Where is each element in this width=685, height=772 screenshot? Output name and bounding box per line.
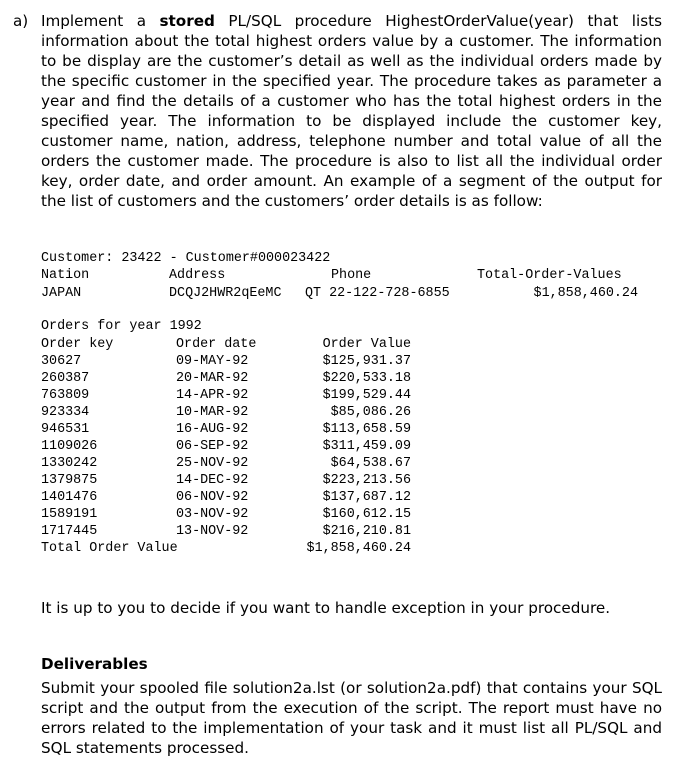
order-value: $223,213.56 [322, 473, 411, 488]
order-value: $85,086.26 [330, 405, 411, 420]
question-rest: PL/SQL procedure HighestOrderValue(year) that lists information about the total highest orders value by a customer. The information to be display are the customer’s detail as well as the individual orders made by the specific customer in the specified year. The procedure takes as parameter a year and find the details of a customer who has the total highest orders in the specified year. The information to be displayed include the customer key, customer name, nation, address, telephone number and total value of all the orders the customer made. The procedure is also to list all the individual order key, order date, and order amount. An example of a segment of the output for the list of customers and the customers’ order details is as follow: [41, 12, 662, 210]
order-key: 946531 [41, 422, 90, 437]
order-key: 1379875 [41, 473, 98, 488]
customer-address: DCQJ2HWR2qEeMC [169, 286, 282, 301]
customer-nation: JAPAN [41, 286, 82, 301]
exception-note: It is up to you to decide if you want to handle exception in your procedure. [41, 599, 611, 617]
order-date: 14-APR-92 [176, 388, 249, 403]
order-value: $125,931.37 [322, 354, 411, 369]
order-value: $220,533.18 [322, 371, 411, 386]
order-key: 260387 [41, 371, 90, 386]
order-date: 09-MAY-92 [176, 354, 249, 369]
order-value: $64,538.67 [330, 456, 411, 471]
order-key: 923334 [41, 405, 90, 420]
order-key: 1330242 [41, 456, 98, 471]
order-value: $113,658.59 [322, 422, 411, 437]
order-value: $160,612.15 [322, 507, 411, 522]
order-header-value: Order Value [322, 337, 411, 352]
customer-total: $1,858,460.24 [533, 286, 638, 301]
order-date: 10-MAR-92 [176, 405, 249, 420]
header-total: Total-Order-Values [477, 268, 622, 283]
order-key: 1589191 [41, 507, 98, 522]
order-key: 1109026 [41, 439, 98, 454]
order-key: 1401476 [41, 490, 98, 505]
total-label: Total Order Value [41, 541, 178, 556]
question-text [41, 11, 662, 211]
order-date: 06-NOV-92 [176, 490, 249, 505]
customer-line: Customer: 23422 - Customer#000023422 [41, 251, 331, 266]
order-date: 14-DEC-92 [176, 473, 249, 488]
order-value: $311,459.09 [322, 439, 411, 454]
orders-title: Orders for year 1992 [41, 319, 202, 334]
order-date: 03-NOV-92 [176, 507, 249, 522]
question-bold-word: stored [159, 12, 215, 30]
order-value: $199,529.44 [322, 388, 411, 403]
header-nation: Nation [41, 268, 90, 283]
order-date: 25-NOV-92 [176, 456, 249, 471]
order-date: 20-MAR-92 [176, 371, 249, 386]
customer-phone: QT 22-122-728-6855 [305, 286, 450, 301]
order-date: 06-SEP-92 [176, 439, 249, 454]
order-value: $216,210.81 [322, 524, 411, 539]
deliverables-body: Submit your spooled file solution2a.lst (or solution2a.pdf) that contains your SQL script and the output from the execution of the script. The report must have no errors related to the implementation of your task and it must list all PL/SQL and SQL statements processed. [41, 679, 662, 757]
question-intro: Implement a [41, 12, 160, 30]
order-key: 30627 [41, 354, 82, 369]
total-value: $1,858,460.24 [306, 541, 411, 556]
order-date: 16-AUG-92 [176, 422, 249, 437]
order-header-key: Order key [41, 337, 114, 352]
order-header-date: Order date [176, 337, 257, 352]
order-key: 1717445 [41, 524, 98, 539]
question-label: a) [13, 12, 29, 30]
order-date: 13-NOV-92 [176, 524, 249, 539]
header-phone: Phone [331, 268, 372, 283]
order-value: $137,687.12 [322, 490, 411, 505]
order-key: 763809 [41, 388, 90, 403]
header-address: Address [169, 268, 226, 283]
deliverables-title: Deliverables [41, 655, 148, 673]
